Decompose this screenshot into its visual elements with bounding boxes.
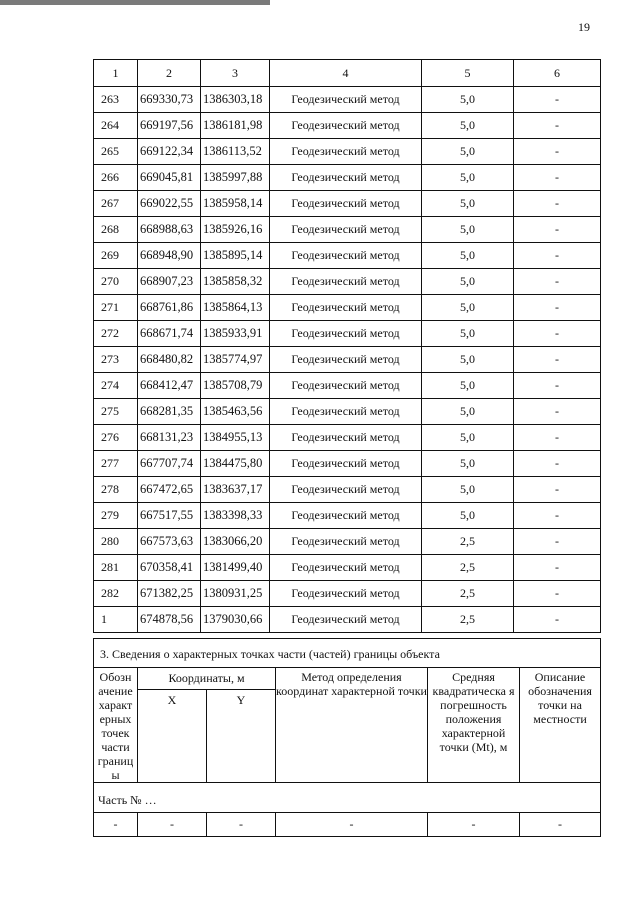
description-cell: -: [514, 399, 601, 425]
description-cell: -: [514, 373, 601, 399]
description-cell: -: [514, 425, 601, 451]
coord-x-cell: 668671,74: [138, 321, 201, 347]
coord-x-cell: 668948,90: [138, 243, 201, 269]
method-cell: Геодезический метод: [270, 113, 422, 139]
accuracy-cell: 5,0: [422, 451, 514, 477]
coord-x-cell: 668988,63: [138, 217, 201, 243]
method-cell: Геодезический метод: [270, 503, 422, 529]
accuracy-cell: 5,0: [422, 477, 514, 503]
column-header-5: 5: [422, 60, 514, 87]
table-row: [94, 529, 601, 555]
accuracy-cell: 5,0: [422, 347, 514, 373]
column-header-2: 2: [138, 60, 201, 87]
header-point-designation: Обозн ачение характ ерных точек части границ ы: [94, 668, 138, 783]
header-description: Описание обозначения точки на местности: [520, 668, 601, 783]
accuracy-cell: 5,0: [422, 139, 514, 165]
method-cell: Геодезический метод: [270, 191, 422, 217]
accuracy-cell: 5,0: [422, 373, 514, 399]
point-number-cell: 265: [94, 139, 138, 165]
coord-x-cell: 668480,82: [138, 347, 201, 373]
table-row: [94, 165, 601, 191]
method-cell: Геодезический метод: [270, 581, 422, 607]
point-number-cell: 267: [94, 191, 138, 217]
coord-x-cell: 667573,63: [138, 529, 201, 555]
dash-cell: -: [207, 813, 276, 837]
accuracy-cell: 5,0: [422, 113, 514, 139]
scan-edge-bar: [0, 0, 270, 5]
description-cell: -: [514, 295, 601, 321]
point-number-cell: 1: [94, 607, 138, 633]
point-number-cell: 268: [94, 217, 138, 243]
description-cell: -: [514, 477, 601, 503]
column-header-3: 3: [201, 60, 270, 87]
coord-x-cell: 669022,55: [138, 191, 201, 217]
method-cell: Геодезический метод: [270, 555, 422, 581]
dash-cell: -: [428, 813, 520, 837]
header-y: Y: [207, 690, 276, 783]
coord-y-cell: 1383637,17: [201, 477, 270, 503]
table-row: [94, 555, 601, 581]
table-row: [94, 347, 601, 373]
coord-y-cell: 1385864,13: [201, 295, 270, 321]
coord-y-cell: 1385708,79: [201, 373, 270, 399]
column-header-1: 1: [94, 60, 138, 87]
coord-x-cell: 670358,41: [138, 555, 201, 581]
page-number: 19: [578, 20, 590, 34]
accuracy-cell: 2,5: [422, 555, 514, 581]
point-number-cell: 263: [94, 87, 138, 113]
part-label: Часть № …: [94, 783, 601, 813]
coord-x-cell: 668281,35: [138, 399, 201, 425]
point-number-cell: 274: [94, 373, 138, 399]
description-cell: -: [514, 191, 601, 217]
point-number-cell: 276: [94, 425, 138, 451]
description-cell: -: [514, 555, 601, 581]
point-number-cell: 280: [94, 529, 138, 555]
dash-cell: -: [520, 813, 601, 837]
section-title: 3. Сведения о характерных точках части (частей) границы объекта: [94, 639, 601, 668]
coord-x-cell: 667707,74: [138, 451, 201, 477]
accuracy-cell: 2,5: [422, 607, 514, 633]
column-header-4: 4: [270, 60, 422, 87]
method-cell: Геодезический метод: [270, 451, 422, 477]
description-cell: -: [514, 217, 601, 243]
coord-y-cell: 1384475,80: [201, 451, 270, 477]
description-cell: -: [514, 113, 601, 139]
method-cell: Геодезический метод: [270, 347, 422, 373]
coord-y-cell: 1381499,40: [201, 555, 270, 581]
point-number-cell: 281: [94, 555, 138, 581]
coord-y-cell: 1383398,33: [201, 503, 270, 529]
method-cell: Геодезический метод: [270, 295, 422, 321]
coord-x-cell: 669330,73: [138, 87, 201, 113]
header-method: Метод определения координат характерной точки: [276, 668, 428, 783]
coord-x-cell: 674878,56: [138, 607, 201, 633]
coord-y-cell: 1385463,56: [201, 399, 270, 425]
point-number-cell: 279: [94, 503, 138, 529]
table-row: [94, 477, 601, 503]
point-number-cell: 269: [94, 243, 138, 269]
coord-y-cell: 1385895,14: [201, 243, 270, 269]
accuracy-cell: 5,0: [422, 269, 514, 295]
method-cell: Геодезический метод: [270, 87, 422, 113]
description-cell: -: [514, 321, 601, 347]
accuracy-cell: 5,0: [422, 191, 514, 217]
method-cell: Геодезический метод: [270, 243, 422, 269]
coordinates-table: [93, 59, 601, 633]
coord-x-cell: 668761,86: [138, 295, 201, 321]
table-row: [94, 321, 601, 347]
description-cell: -: [514, 607, 601, 633]
table-row: [94, 607, 601, 633]
table-row: [94, 503, 601, 529]
coord-x-cell: 668131,23: [138, 425, 201, 451]
coord-x-cell: 669045,81: [138, 165, 201, 191]
description-cell: -: [514, 581, 601, 607]
description-cell: -: [514, 87, 601, 113]
description-cell: -: [514, 269, 601, 295]
coord-x-cell: 667517,55: [138, 503, 201, 529]
coord-y-cell: 1379030,66: [201, 607, 270, 633]
dash-cell: -: [276, 813, 428, 837]
point-number-cell: 282: [94, 581, 138, 607]
table-row: [94, 113, 601, 139]
coord-y-cell: 1385858,32: [201, 269, 270, 295]
coord-y-cell: 1380931,25: [201, 581, 270, 607]
point-number-cell: 271: [94, 295, 138, 321]
table-header-row: [94, 60, 601, 87]
coord-y-cell: 1385933,91: [201, 321, 270, 347]
description-cell: -: [514, 503, 601, 529]
point-number-cell: 264: [94, 113, 138, 139]
table-row: [94, 295, 601, 321]
coord-y-cell: 1385997,88: [201, 165, 270, 191]
accuracy-cell: 2,5: [422, 529, 514, 555]
coord-x-cell: 668412,47: [138, 373, 201, 399]
description-cell: -: [514, 139, 601, 165]
method-cell: Геодезический метод: [270, 477, 422, 503]
coord-x-cell: 669197,56: [138, 113, 201, 139]
table-row: [94, 191, 601, 217]
table-row: [94, 139, 601, 165]
header-x: X: [138, 690, 207, 783]
method-cell: Геодезический метод: [270, 139, 422, 165]
table-row: [94, 581, 601, 607]
point-number-cell: 275: [94, 399, 138, 425]
coord-y-cell: 1383066,20: [201, 529, 270, 555]
accuracy-cell: 5,0: [422, 87, 514, 113]
table-row: [94, 269, 601, 295]
table-row: [94, 243, 601, 269]
method-cell: Геодезический метод: [270, 373, 422, 399]
description-cell: -: [514, 243, 601, 269]
accuracy-cell: 5,0: [422, 503, 514, 529]
coord-y-cell: 1385774,97: [201, 347, 270, 373]
coord-y-cell: 1386303,18: [201, 87, 270, 113]
dash-cell: -: [138, 813, 207, 837]
method-cell: Геодезический метод: [270, 425, 422, 451]
coord-x-cell: 671382,25: [138, 581, 201, 607]
accuracy-cell: 5,0: [422, 217, 514, 243]
table-row: [94, 425, 601, 451]
method-cell: Геодезический метод: [270, 607, 422, 633]
point-number-cell: 273: [94, 347, 138, 373]
dash-cell: -: [94, 813, 138, 837]
coord-y-cell: 1385926,16: [201, 217, 270, 243]
point-number-cell: 272: [94, 321, 138, 347]
accuracy-cell: 5,0: [422, 295, 514, 321]
coord-y-cell: 1386113,52: [201, 139, 270, 165]
accuracy-cell: 5,0: [422, 165, 514, 191]
description-cell: -: [514, 347, 601, 373]
point-number-cell: 277: [94, 451, 138, 477]
method-cell: Геодезический метод: [270, 165, 422, 191]
table-row: [94, 87, 601, 113]
point-number-cell: 278: [94, 477, 138, 503]
description-cell: -: [514, 529, 601, 555]
method-cell: Геодезический метод: [270, 529, 422, 555]
coord-x-cell: 668907,23: [138, 269, 201, 295]
coord-x-cell: 669122,34: [138, 139, 201, 165]
part-points-table: [93, 638, 601, 837]
table-row: [94, 451, 601, 477]
method-cell: Геодезический метод: [270, 399, 422, 425]
table-row: [94, 399, 601, 425]
description-cell: -: [514, 451, 601, 477]
accuracy-cell: 5,0: [422, 243, 514, 269]
header-coordinates: Координаты, м: [138, 668, 276, 690]
coord-x-cell: 667472,65: [138, 477, 201, 503]
method-cell: Геодезический метод: [270, 321, 422, 347]
accuracy-cell: 5,0: [422, 425, 514, 451]
method-cell: Геодезический метод: [270, 269, 422, 295]
accuracy-cell: 5,0: [422, 399, 514, 425]
point-number-cell: 266: [94, 165, 138, 191]
accuracy-cell: 5,0: [422, 321, 514, 347]
coord-y-cell: 1385958,14: [201, 191, 270, 217]
point-number-cell: 270: [94, 269, 138, 295]
header-accuracy: Средняя квадратическа я погрешность положения характерной точки (Mt), м: [428, 668, 520, 783]
coord-y-cell: 1384955,13: [201, 425, 270, 451]
accuracy-cell: 2,5: [422, 581, 514, 607]
coord-y-cell: 1386181,98: [201, 113, 270, 139]
description-cell: -: [514, 165, 601, 191]
table-row: [94, 373, 601, 399]
column-header-6: 6: [514, 60, 601, 87]
table-row: [94, 217, 601, 243]
method-cell: Геодезический метод: [270, 217, 422, 243]
